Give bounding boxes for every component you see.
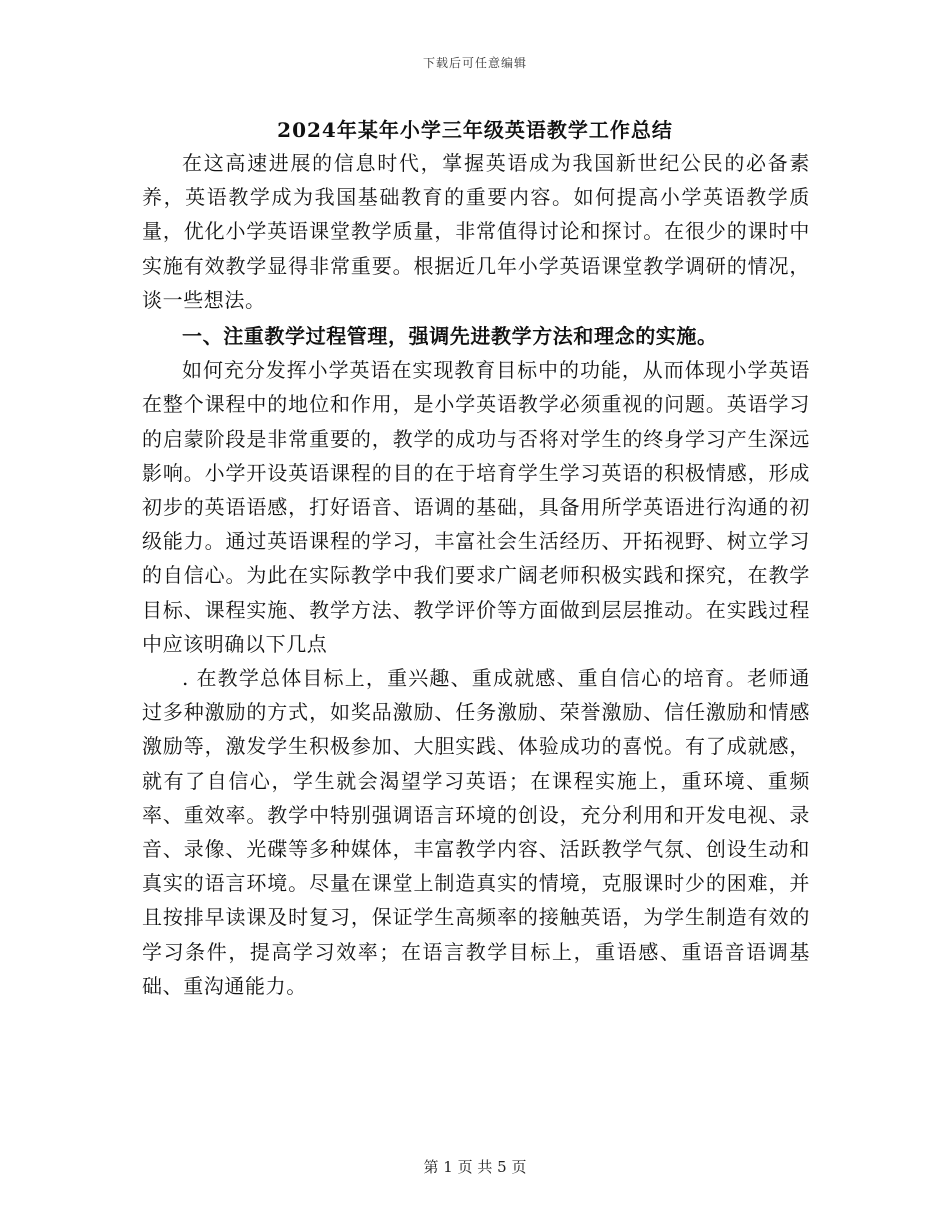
page-number: 第 1 页 共 5 页: [423, 1158, 527, 1176]
document-title: 2024年某年小学三年级英语教学工作总结: [277, 118, 673, 142]
document-body: [142, 146, 810, 1003]
intro-paragraph: 在这高速进展的信息时代，掌握英语成为我国新世纪公民的必备素养，英语教学成为我国基础教育的重要内容。如何提高小学英语教学质量，优化小学英语课堂教学质量，非常值得讨论和探讨。在很少的课时中实施有效教学显得非常重要。根据近几年小学英语课堂教学调研的情况，谈一些想法。: [142, 151, 810, 312]
header-note: 下载后可任意编辑: [422, 56, 527, 70]
section-heading: 一、注重教学过程管理，强调先进教学方法和理念的实施。: [182, 324, 718, 349]
section-paragraph-2: . 在教学总体目标上，重兴趣、重成就感、重自信心的培育。老师通过多种激励的方式，如奖品激励、任务激励、荣誉激励、信任激励和情感激励等，激发学生积极参加、大胆实践、体验成功的喜悦。有了成就感，就有了自信心，学生就会渴望学习英语；在课程实施上，重环境、重频率、重效率。教学中特别强调语言环境的创设，充分利用和开发电视、录音、录像、光碟等多种媒体，丰富教学内容、活跃教学气氛、创设生动和真实的语言环境。尽量在课堂上制造真实的情境，克服课时少的困难，并且按排早读课及时复习，保证学生高频率的接触英语，为学生制造有效的学习条件，提高学习效率；在语言教学目标上，重语感、重语音语调基础、重沟通能力。: [142, 666, 810, 998]
section-paragraph-1: 如何充分发挥小学英语在实现教育目标中的功能，从而体现小学英语在整个课程中的地位和作用，是小学英语教学必须重视的问题。英语学习的启蒙阶段是非常重要的，教学的成功与否将对学生的终身学习产生深远影响。小学开设英语课程的目的在于培育学生学习英语的积极情感，形成初步的英语语感，打好语音、语调的基础，具备用所学英语进行沟通的初级能力。通过英语课程的学习，丰富社会生活经历、开拓视野、树立学习的自信心。为此在实际教学中我们要求广阔老师积极实践和探究，在教学目标、课程实施、教学方法、教学评价等方面做到层层推动。在实践过程中应该明确以下几点: [142, 358, 810, 656]
